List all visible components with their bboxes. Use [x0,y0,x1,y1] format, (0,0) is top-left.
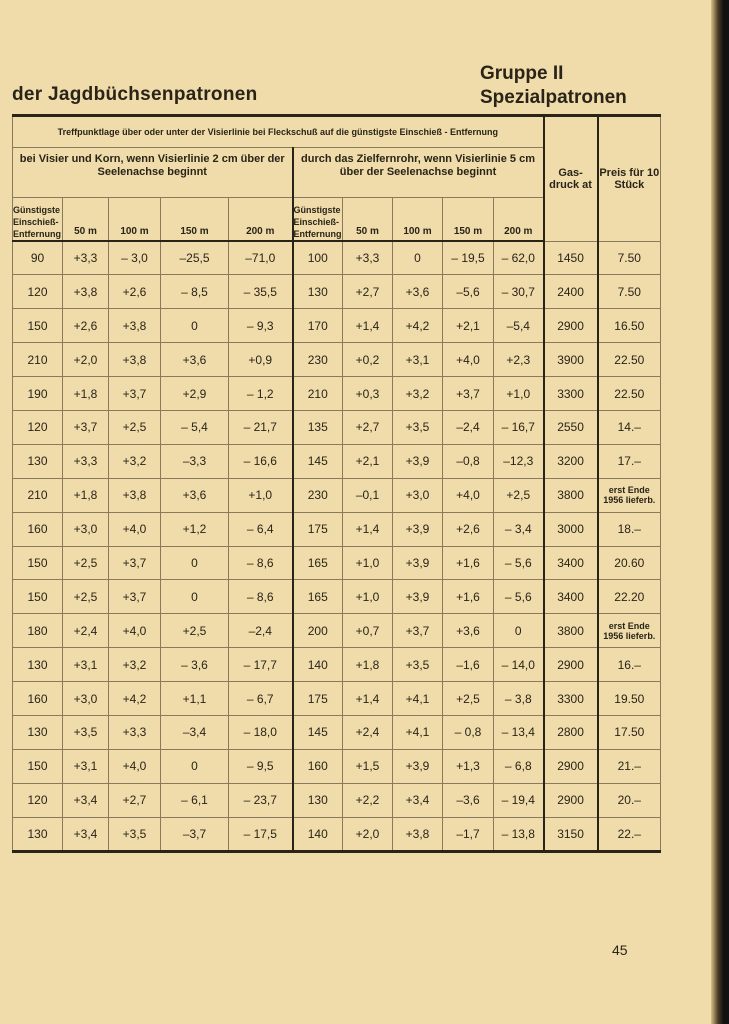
cell-visier-50m: +2,0 [63,343,109,377]
header-gasdruck: Gas- druck at [544,116,598,242]
cell-gasdruck: 3300 [544,377,598,411]
cell-visier-100m: +2,5 [109,410,161,444]
table-row [13,512,661,546]
cell-zf-150m: +4,0 [443,478,494,512]
group-title: Spezialpatronen [480,87,627,108]
cell-entfernung: 180 [13,614,63,648]
cell-visier-50m: +3,3 [63,444,109,478]
cell-gasdruck: 3900 [544,343,598,377]
table-row [13,614,661,648]
cell-visier-50m: +3,5 [63,715,109,749]
cell-zf-200m: – 13,8 [494,817,544,851]
header-zf-100m: 100 m [393,198,443,242]
cell-visier-200m: – 16,6 [229,444,293,478]
cell-gasdruck: 3150 [544,817,598,851]
cell-visier-150m: 0 [161,580,229,614]
cell-zf-50m: +0,2 [343,343,393,377]
cell-zf-entfernung: 230 [293,343,343,377]
cell-zf-200m: –12,3 [494,444,544,478]
cell-visier-100m: +3,8 [109,309,161,343]
cell-zf-50m: +2,7 [343,275,393,309]
cell-zf-200m: – 19,4 [494,783,544,817]
header-preis: Preis für 10 Stück [598,116,661,242]
cell-gasdruck: 3400 [544,546,598,580]
cell-zf-200m: – 5,6 [494,546,544,580]
table-row [13,275,661,309]
cell-zf-entfernung: 165 [293,580,343,614]
cell-visier-100m: – 3,0 [109,241,161,275]
cell-visier-100m: +3,7 [109,546,161,580]
cell-visier-150m: +3,6 [161,478,229,512]
cell-zf-entfernung: 165 [293,546,343,580]
cell-preis: 20.– [598,783,661,817]
cell-visier-50m: +2,6 [63,309,109,343]
cell-zf-entfernung: 175 [293,512,343,546]
cell-zf-50m: –0,1 [343,478,393,512]
cell-zf-100m: +3,2 [393,377,443,411]
header-50m: 50 m [63,198,109,242]
cell-zf-50m: +1,5 [343,749,393,783]
cell-visier-50m: +3,4 [63,817,109,851]
cell-preis: 16.– [598,648,661,682]
cell-visier-100m: +2,6 [109,275,161,309]
cell-zf-150m: +4,0 [443,343,494,377]
cell-zf-50m: +1,4 [343,309,393,343]
cell-zf-200m: +2,3 [494,343,544,377]
cell-zf-100m: +3,9 [393,749,443,783]
cell-entfernung: 130 [13,817,63,851]
cell-zf-50m: +2,0 [343,817,393,851]
cell-visier-150m: –3,3 [161,444,229,478]
cell-zf-entfernung: 140 [293,817,343,851]
cell-visier-150m: – 8,5 [161,275,229,309]
cell-entfernung: 210 [13,478,63,512]
cell-zf-entfernung: 100 [293,241,343,275]
cell-gasdruck: 2800 [544,715,598,749]
group-label: Gruppe II [480,63,564,84]
cell-entfernung: 210 [13,343,63,377]
table-body [13,241,661,851]
cell-visier-50m: +2,4 [63,614,109,648]
table-row [13,648,661,682]
header-zf-50m: 50 m [343,198,393,242]
cell-visier-200m: – 17,5 [229,817,293,851]
cell-visier-100m: +2,7 [109,783,161,817]
cell-visier-50m: +3,7 [63,410,109,444]
cell-visier-100m: +3,2 [109,648,161,682]
cell-zf-100m: +3,7 [393,614,443,648]
cell-visier-50m: +1,8 [63,478,109,512]
cell-zf-entfernung: 130 [293,783,343,817]
cell-visier-50m: +3,1 [63,648,109,682]
cell-preis: 18.– [598,512,661,546]
ballistics-table [12,114,661,853]
cell-visier-150m: 0 [161,546,229,580]
cell-gasdruck: 2900 [544,648,598,682]
cell-preis: 20.60 [598,546,661,580]
cell-preis: 21.– [598,749,661,783]
table-row [13,580,661,614]
cell-zf-entfernung: 145 [293,715,343,749]
cell-visier-150m: 0 [161,749,229,783]
cell-zf-200m: – 14,0 [494,648,544,682]
cell-visier-50m: +3,8 [63,275,109,309]
cell-zf-200m: – 6,8 [494,749,544,783]
cell-zf-50m: +1,4 [343,512,393,546]
cell-zf-100m: 0 [393,241,443,275]
header-150m: 150 m [161,198,229,242]
cell-entfernung: 160 [13,682,63,716]
page-heading-right [480,62,627,110]
cell-visier-50m: +2,5 [63,580,109,614]
cell-zf-50m: +1,4 [343,682,393,716]
cell-zf-200m: – 5,6 [494,580,544,614]
cell-zf-200m: – 62,0 [494,241,544,275]
cell-zf-entfernung: 230 [293,478,343,512]
cell-visier-150m: –25,5 [161,241,229,275]
cell-zf-100m: +3,9 [393,580,443,614]
table-caption: Treffpunktlage über oder unter der Visierlinie bei Fleckschuß auf die günstigste Einschieß - Entfernung [13,116,544,148]
cell-visier-200m: – 17,7 [229,648,293,682]
cell-gasdruck: 1450 [544,241,598,275]
cell-entfernung: 150 [13,580,63,614]
cell-visier-100m: +4,0 [109,614,161,648]
cell-zf-100m: +3,8 [393,817,443,851]
table-row [13,682,661,716]
cell-zf-150m: +2,6 [443,512,494,546]
table-row [13,749,661,783]
cell-zf-200m: – 16,7 [494,410,544,444]
cell-visier-100m: +3,8 [109,343,161,377]
cell-visier-200m: – 1,2 [229,377,293,411]
cell-gasdruck: 2900 [544,309,598,343]
cell-preis: 19.50 [598,682,661,716]
cell-visier-50m: +3,0 [63,512,109,546]
table-row [13,783,661,817]
cell-zf-50m: +2,4 [343,715,393,749]
cell-zf-200m: – 3,4 [494,512,544,546]
cell-gasdruck: 3400 [544,580,598,614]
cell-zf-150m: –1,6 [443,648,494,682]
table-row [13,478,661,512]
table-row [13,546,661,580]
cell-visier-50m: +2,5 [63,546,109,580]
cell-zf-100m: +3,9 [393,546,443,580]
cell-zf-entfernung: 145 [293,444,343,478]
cell-entfernung: 130 [13,444,63,478]
cell-zf-entfernung: 160 [293,749,343,783]
header-group-zielfernrohr: durch das Zielfernrohr, wenn Visierlinie 5 cm über der Seelenachse beginnt [293,148,544,198]
cell-zf-100m: +3,6 [393,275,443,309]
cell-visier-50m: +3,3 [63,241,109,275]
cell-visier-200m: +1,0 [229,478,293,512]
cell-visier-150m: – 6,1 [161,783,229,817]
cell-zf-150m: +1,6 [443,546,494,580]
cell-visier-150m: –3,7 [161,817,229,851]
cell-visier-200m: – 18,0 [229,715,293,749]
cell-visier-100m: +3,7 [109,377,161,411]
header-entfernung-visier: Günstigste Einschieß- Entfernung [13,198,63,242]
cell-visier-200m: – 9,3 [229,309,293,343]
table-row [13,444,661,478]
cell-preis: 17.50 [598,715,661,749]
header-zf-150m: 150 m [443,198,494,242]
cell-gasdruck: 3200 [544,444,598,478]
cell-zf-200m: –5,4 [494,309,544,343]
cell-gasdruck: 3000 [544,512,598,546]
cell-zf-50m: +1,8 [343,648,393,682]
cell-gasdruck: 2550 [544,410,598,444]
table-row [13,343,661,377]
cell-preis: 16.50 [598,309,661,343]
cell-gasdruck: 2900 [544,749,598,783]
cell-visier-100m: +3,8 [109,478,161,512]
cell-visier-150m: 0 [161,309,229,343]
cell-zf-150m: +3,7 [443,377,494,411]
cell-zf-200m: +2,5 [494,478,544,512]
table-row [13,309,661,343]
cell-preis: 22.50 [598,343,661,377]
cell-zf-150m: –1,7 [443,817,494,851]
cell-zf-150m: –2,4 [443,410,494,444]
cell-zf-100m: +4,1 [393,715,443,749]
cell-visier-100m: +3,3 [109,715,161,749]
table-row [13,715,661,749]
cell-zf-entfernung: 200 [293,614,343,648]
cell-gasdruck: 2400 [544,275,598,309]
cell-visier-150m: +1,1 [161,682,229,716]
cell-entfernung: 130 [13,648,63,682]
cell-zf-100m: +3,9 [393,512,443,546]
cell-preis: 7.50 [598,275,661,309]
page-number: 45 [612,942,628,958]
cell-zf-150m: +2,5 [443,682,494,716]
cell-zf-200m: 0 [494,614,544,648]
table-row [13,817,661,851]
cell-preis: 22.50 [598,377,661,411]
cell-zf-150m: +3,6 [443,614,494,648]
cell-visier-150m: +1,2 [161,512,229,546]
table-row [13,410,661,444]
cell-visier-200m: – 8,6 [229,546,293,580]
cell-zf-50m: +3,3 [343,241,393,275]
cell-zf-100m: +3,1 [393,343,443,377]
table-row [13,241,661,275]
cell-zf-150m: +1,3 [443,749,494,783]
header-group-visier: bei Visier und Korn, wenn Visierlinie 2 cm über der Seelenachse beginnt [13,148,293,198]
cell-preis: erst Ende 1956 lieferb. [598,614,661,648]
cell-zf-100m: +3,4 [393,783,443,817]
cell-visier-150m: – 3,6 [161,648,229,682]
header-zf-200m: 200 m [494,198,544,242]
cell-zf-entfernung: 130 [293,275,343,309]
cell-zf-entfernung: 140 [293,648,343,682]
cell-visier-100m: +4,0 [109,749,161,783]
cell-visier-200m: – 6,7 [229,682,293,716]
cell-zf-50m: +1,0 [343,546,393,580]
cell-preis: 22.20 [598,580,661,614]
header-200m: 200 m [229,198,293,242]
cell-entfernung: 90 [13,241,63,275]
cell-visier-150m: +3,6 [161,343,229,377]
cell-preis: 22.– [598,817,661,851]
cell-zf-150m: – 19,5 [443,241,494,275]
cell-entfernung: 190 [13,377,63,411]
table-row [13,377,661,411]
cell-visier-100m: +4,2 [109,682,161,716]
cell-zf-100m: +3,5 [393,648,443,682]
cell-zf-150m: +1,6 [443,580,494,614]
cell-zf-150m: – 0,8 [443,715,494,749]
cell-zf-150m: +2,1 [443,309,494,343]
cell-zf-100m: +3,9 [393,444,443,478]
cell-zf-entfernung: 210 [293,377,343,411]
cell-zf-50m: +0,3 [343,377,393,411]
cell-preis: 17.– [598,444,661,478]
cell-gasdruck: 3800 [544,614,598,648]
cell-visier-50m: +3,4 [63,783,109,817]
cell-zf-150m: –5,6 [443,275,494,309]
cell-visier-50m: +1,8 [63,377,109,411]
page-heading-left: der Jagdbüchsenpatronen [12,84,258,105]
header-100m: 100 m [109,198,161,242]
cell-visier-50m: +3,0 [63,682,109,716]
cell-visier-200m: – 35,5 [229,275,293,309]
cell-visier-200m: +0,9 [229,343,293,377]
cell-entfernung: 120 [13,275,63,309]
cell-zf-50m: +2,1 [343,444,393,478]
cell-zf-200m: +1,0 [494,377,544,411]
cell-visier-200m: – 21,7 [229,410,293,444]
cell-entfernung: 150 [13,546,63,580]
header-entfernung-zf: Günstigste Einschieß- Entfernung [293,198,343,242]
cell-zf-100m: +4,2 [393,309,443,343]
cell-visier-200m: – 8,6 [229,580,293,614]
cell-visier-150m: – 5,4 [161,410,229,444]
cell-zf-150m: –0,8 [443,444,494,478]
cell-zf-50m: +1,0 [343,580,393,614]
cell-visier-50m: +3,1 [63,749,109,783]
cell-preis: 14.– [598,410,661,444]
book-binding-edge [711,0,729,1024]
cell-zf-50m: +2,2 [343,783,393,817]
cell-visier-100m: +3,7 [109,580,161,614]
cell-zf-entfernung: 170 [293,309,343,343]
cell-visier-150m: –3,4 [161,715,229,749]
cell-zf-entfernung: 135 [293,410,343,444]
cell-visier-150m: +2,9 [161,377,229,411]
cell-zf-100m: +4,1 [393,682,443,716]
cell-visier-100m: +3,5 [109,817,161,851]
cell-zf-200m: – 13,4 [494,715,544,749]
cell-entfernung: 150 [13,309,63,343]
cell-entfernung: 160 [13,512,63,546]
cell-visier-200m: – 23,7 [229,783,293,817]
cell-visier-200m: –71,0 [229,241,293,275]
cell-visier-100m: +4,0 [109,512,161,546]
cell-preis: 7.50 [598,241,661,275]
cell-zf-entfernung: 175 [293,682,343,716]
cell-visier-200m: – 9,5 [229,749,293,783]
cell-zf-50m: +2,7 [343,410,393,444]
cell-visier-200m: –2,4 [229,614,293,648]
cell-entfernung: 120 [13,410,63,444]
cell-gasdruck: 3800 [544,478,598,512]
cell-zf-200m: – 30,7 [494,275,544,309]
cell-gasdruck: 3300 [544,682,598,716]
cell-zf-50m: +0,7 [343,614,393,648]
cell-visier-150m: +2,5 [161,614,229,648]
cell-entfernung: 130 [13,715,63,749]
cell-zf-100m: +3,5 [393,410,443,444]
cell-zf-100m: +3,0 [393,478,443,512]
cell-entfernung: 150 [13,749,63,783]
cell-entfernung: 120 [13,783,63,817]
cell-visier-200m: – 6,4 [229,512,293,546]
cell-visier-100m: +3,2 [109,444,161,478]
cell-zf-200m: – 3,8 [494,682,544,716]
cell-gasdruck: 2900 [544,783,598,817]
cell-preis: erst Ende 1956 lieferb. [598,478,661,512]
cell-zf-150m: –3,6 [443,783,494,817]
